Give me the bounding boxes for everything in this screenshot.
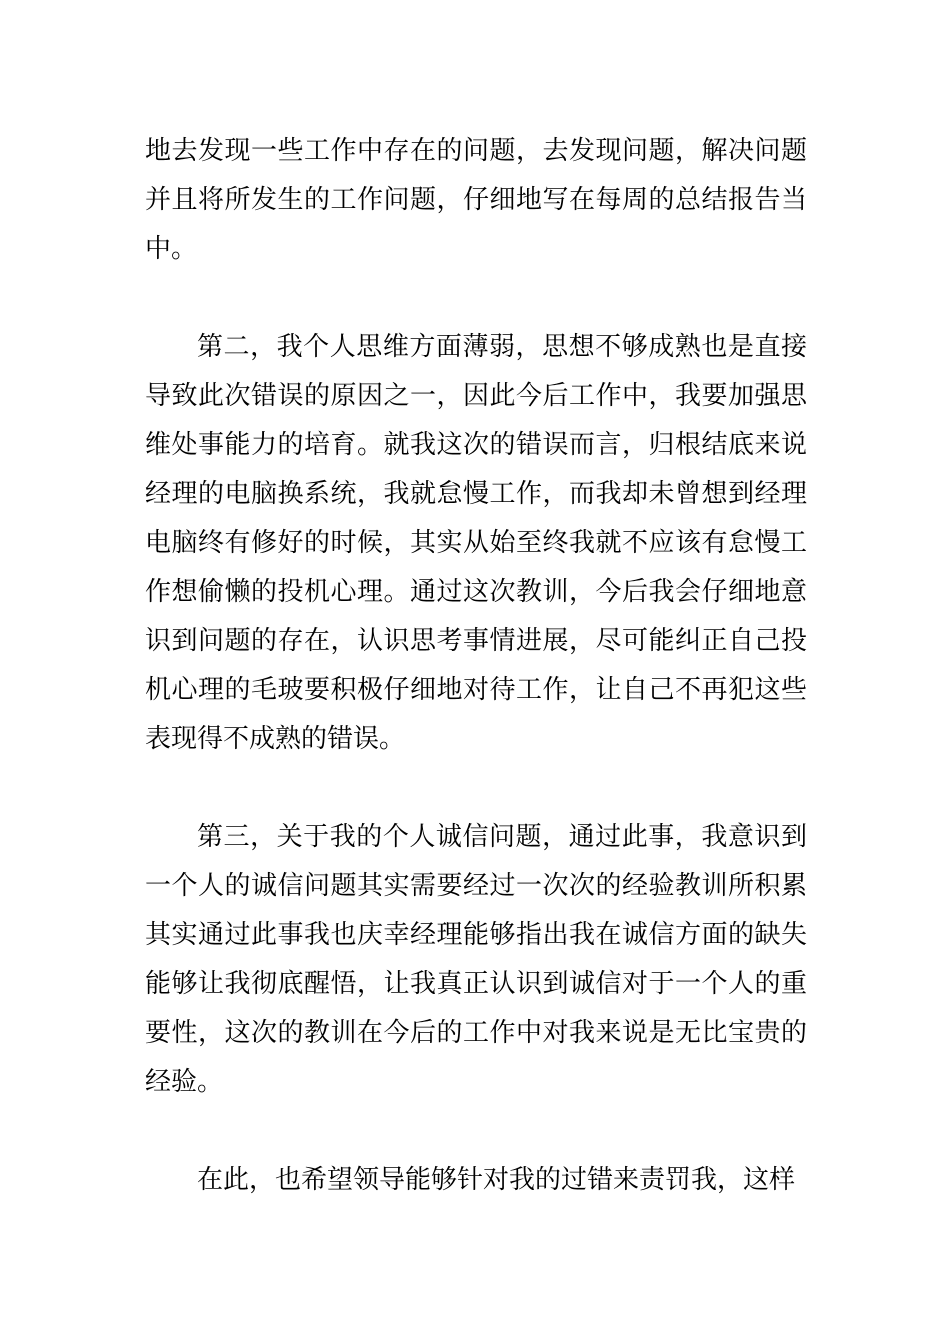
paragraph-second-point: 第二，我个人思维方面薄弱，思想不够成熟也是直接导致此次错误的原因之一，因此今后工作中，我要加强思维处事能力的培育。就我这次的错误而言，归根结底来说经理的电脑换系统，我就怠慢工作，而我却未曾想到经理电脑终有修好的时候，其实从始至终我就不应该有怠慢工作想偷懒的投机心理。通过这次教训，今后我会仔细地意识到问题的存在，认识思考事情进展，尽可能纠正自己投机心理的毛玻要积极仔细地对待工作，让自己不再犯这些表现得不成熟的错误。 <box>145 332 807 754</box>
document-page <box>145 127 807 1205</box>
paragraph-closing: 在此，也希望领导能够针对我的过错来责罚我，这样 <box>197 1165 796 1195</box>
paragraph-continuation: 地去发现一些工作中存在的问题，去发现问题，解决问题并且将所发生的工作问题，仔细地写在每周的总结报告当中。 <box>145 136 807 264</box>
paragraph-third-point: 第三，关于我的个人诚信问题，通过此事，我意识到一个人的诚信问题其实需要经过一次次的经验教训所积累其实通过此事我也庆幸经理能够指出我在诚信方面的缺失能够让我彻底醒悟，让我真正认识到诚信对于一个人的重要性，这次的教训在今后的工作中对我来说是无比宝贵的经验。 <box>145 822 807 1097</box>
